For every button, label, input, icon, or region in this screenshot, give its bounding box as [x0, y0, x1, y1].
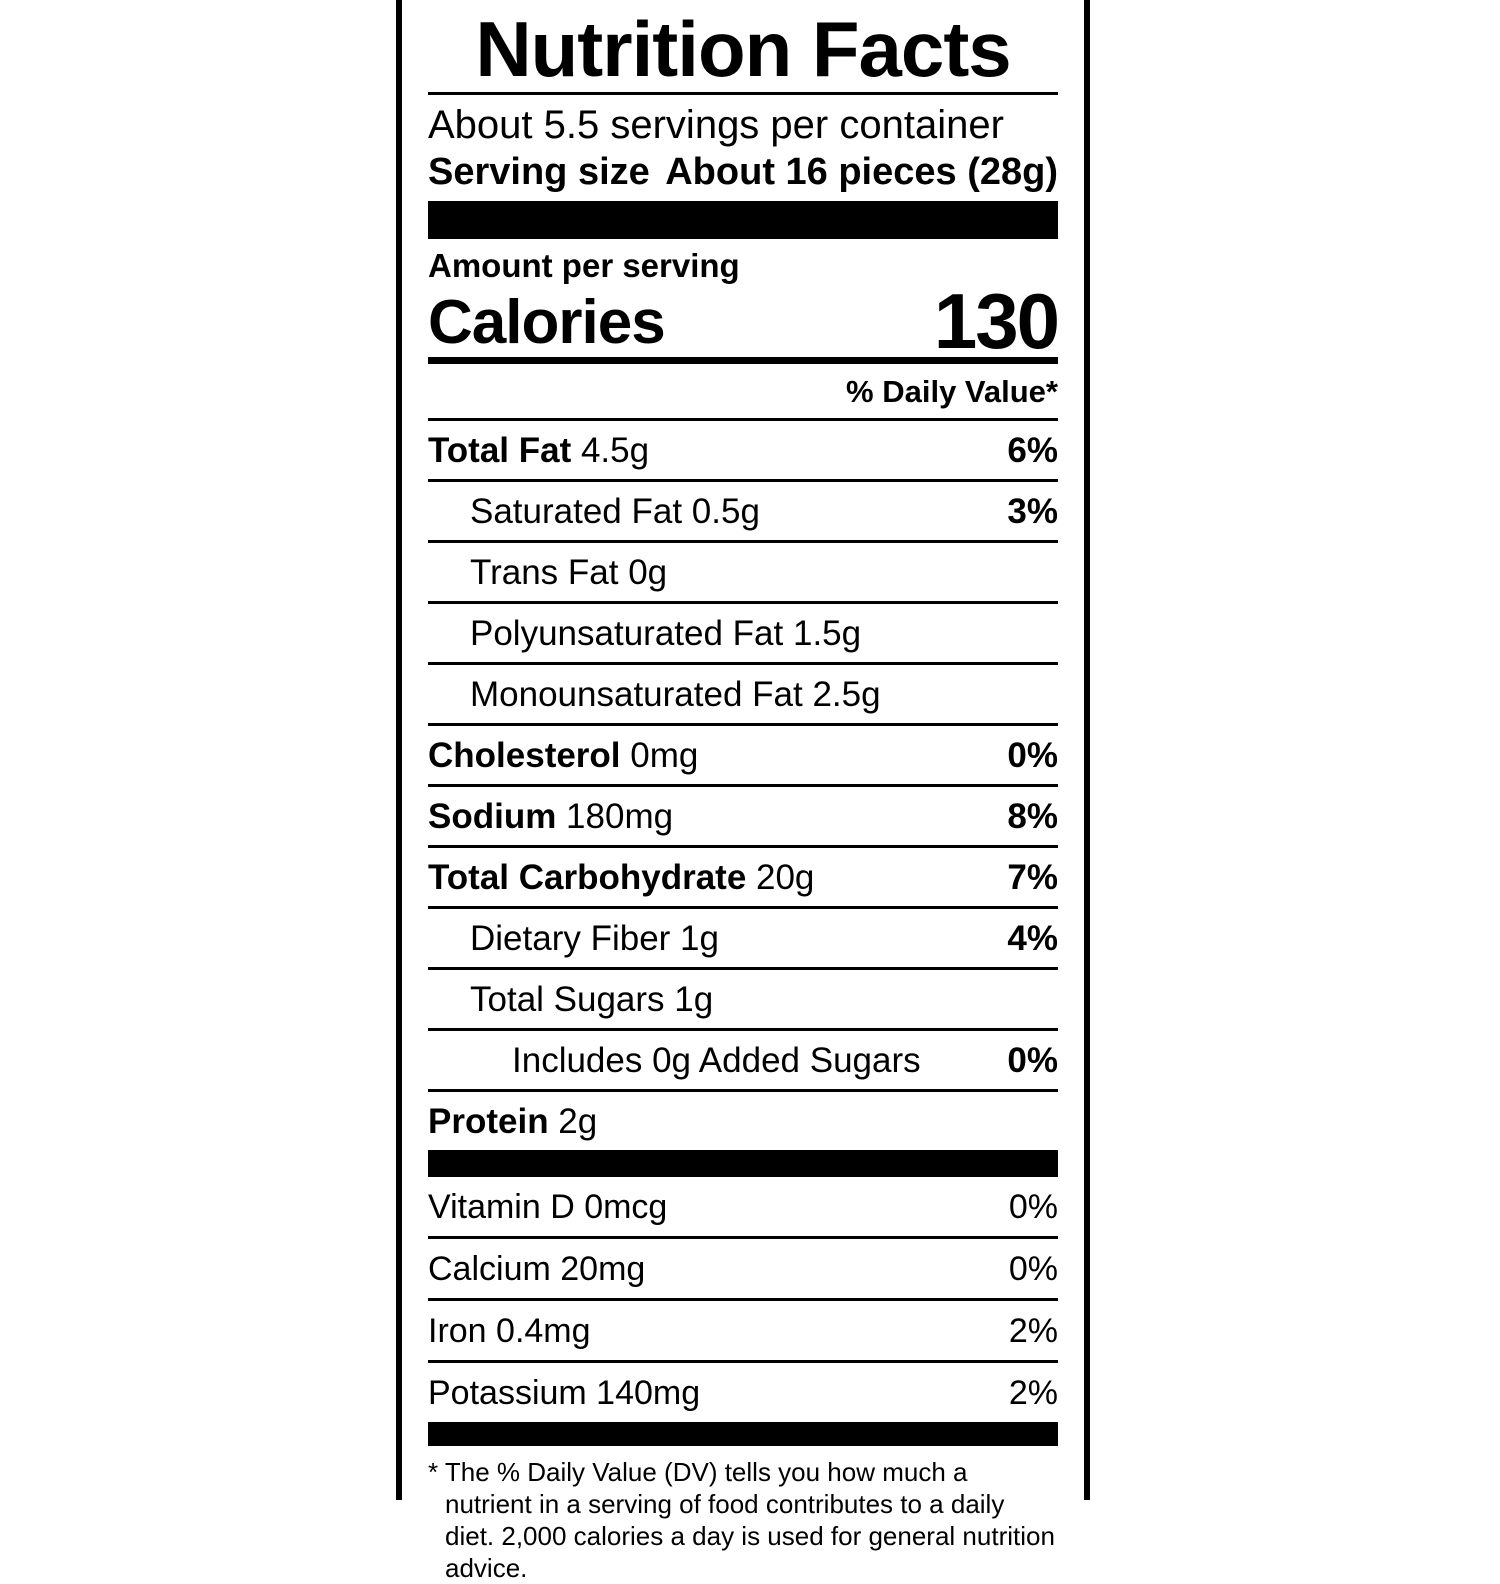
nutrient-label [470, 491, 760, 532]
serving-size-label: Serving size [428, 151, 650, 193]
nutrient-label [470, 674, 881, 715]
nutrient-daily-value: 4% [1007, 919, 1058, 958]
vitamin-label: Potassium 140mg [428, 1374, 701, 1412]
nutrient-name: Dietary Fiber [470, 919, 671, 958]
nutrient-amount: 180mg [556, 797, 674, 836]
nutrient-row [428, 1089, 1058, 1150]
vitamin-daily-value: 0% [1008, 1250, 1058, 1288]
nutrient-row [428, 662, 1058, 723]
nutrient-amount: 2.5g [802, 675, 881, 714]
calories-row [428, 277, 1058, 365]
nutrient-daily-value: 7% [1007, 858, 1058, 897]
nutrient-row [428, 967, 1058, 1028]
nutrition-facts-panel [396, 0, 1090, 1583]
nutrient-name: Total Sugars [470, 980, 665, 1019]
serving-size-row [428, 149, 1058, 201]
vitamin-rows [428, 1174, 1058, 1422]
nutrient-daily-value: 6% [1007, 431, 1058, 470]
calories-label: Calories [428, 288, 665, 357]
vitamin-row [428, 1236, 1058, 1298]
vitamin-label: Calcium 20mg [428, 1250, 646, 1288]
nutrient-rows [428, 418, 1058, 1150]
servings-per-container: About 5.5 servings per container [428, 103, 1004, 147]
nutrient-row [428, 1028, 1058, 1089]
nutrient-name: Includes 0g Added Sugars [512, 1041, 921, 1080]
vitamin-row [428, 1298, 1058, 1360]
nutrient-label [470, 552, 667, 593]
nutrient-label [428, 857, 814, 898]
nutrient-amount: 2g [548, 1102, 598, 1141]
nutrient-row [428, 601, 1058, 662]
nutrient-name: Monounsaturated Fat [470, 675, 803, 714]
nutrient-amount: 1g [670, 919, 719, 958]
vitamin-label: Iron 0.4mg [428, 1312, 591, 1350]
nutrient-name: Total Fat [428, 431, 572, 470]
nutrient-name: Sodium [428, 797, 557, 836]
nutrient-name: Total Carbohydrate [428, 858, 747, 897]
nutrient-amount: 1.5g [783, 614, 862, 653]
nutrient-amount: 0g [618, 553, 668, 592]
nutrient-label [428, 796, 673, 837]
vitamin-daily-value: 2% [1008, 1374, 1058, 1412]
nutrient-row [428, 723, 1058, 784]
vitamin-label: Vitamin D 0mcg [428, 1188, 668, 1226]
nutrient-name: Trans Fat [470, 553, 619, 592]
vitamin-daily-value: 0% [1008, 1188, 1058, 1226]
panel-title: Nutrition Facts [475, 5, 1011, 93]
nutrient-amount: 0mg [620, 736, 699, 775]
calories-value: 130 [933, 277, 1058, 365]
nutrient-name: Saturated Fat [470, 492, 683, 531]
thick-divider-top [428, 201, 1058, 239]
nutrient-row [428, 906, 1058, 967]
nutrient-daily-value: 0% [1007, 736, 1058, 775]
nutrient-daily-value: 3% [1007, 492, 1058, 531]
daily-value-header: % Daily Value* [846, 374, 1058, 409]
nutrient-label [470, 918, 719, 959]
nutrient-daily-value: 0% [1007, 1041, 1058, 1080]
amount-per-serving-label: Amount per serving [428, 247, 740, 284]
nutrient-daily-value: 8% [1007, 797, 1058, 836]
nutrient-name: Polyunsaturated Fat [470, 614, 784, 653]
nutrient-label [428, 430, 649, 471]
nutrient-row [428, 845, 1058, 906]
nutrient-row [428, 784, 1058, 845]
nutrient-label [428, 1101, 597, 1142]
nutrient-name: Cholesterol [428, 736, 621, 775]
nutrient-amount: 1g [664, 980, 714, 1019]
nutrient-label [470, 613, 861, 654]
vitamin-row [428, 1174, 1058, 1236]
nutrient-row [428, 479, 1058, 540]
nutrient-label [428, 735, 698, 776]
nutrient-row [428, 540, 1058, 601]
nutrient-row [428, 418, 1058, 479]
nutrient-label [512, 1040, 921, 1081]
nutrient-name: Protein [428, 1102, 549, 1141]
nutrient-amount: 4.5g [571, 431, 650, 470]
nutrient-label [470, 979, 713, 1020]
footnote-text: * The % Daily Value (DV) tells you how much a nutrient in a serving of food contributes to a daily diet. 2,000 calories a day is used for general nutrition advice. [428, 1457, 1055, 1583]
nutrient-amount: 0.5g [682, 492, 760, 531]
nutrient-amount: 20g [746, 858, 815, 897]
vitamin-row [428, 1360, 1058, 1422]
thick-divider-footnote [428, 1422, 1058, 1446]
vitamin-daily-value: 2% [1008, 1312, 1058, 1350]
serving-size-value: About 16 pieces (28g) [665, 151, 1058, 193]
thick-divider-vitamins [428, 1150, 1058, 1174]
